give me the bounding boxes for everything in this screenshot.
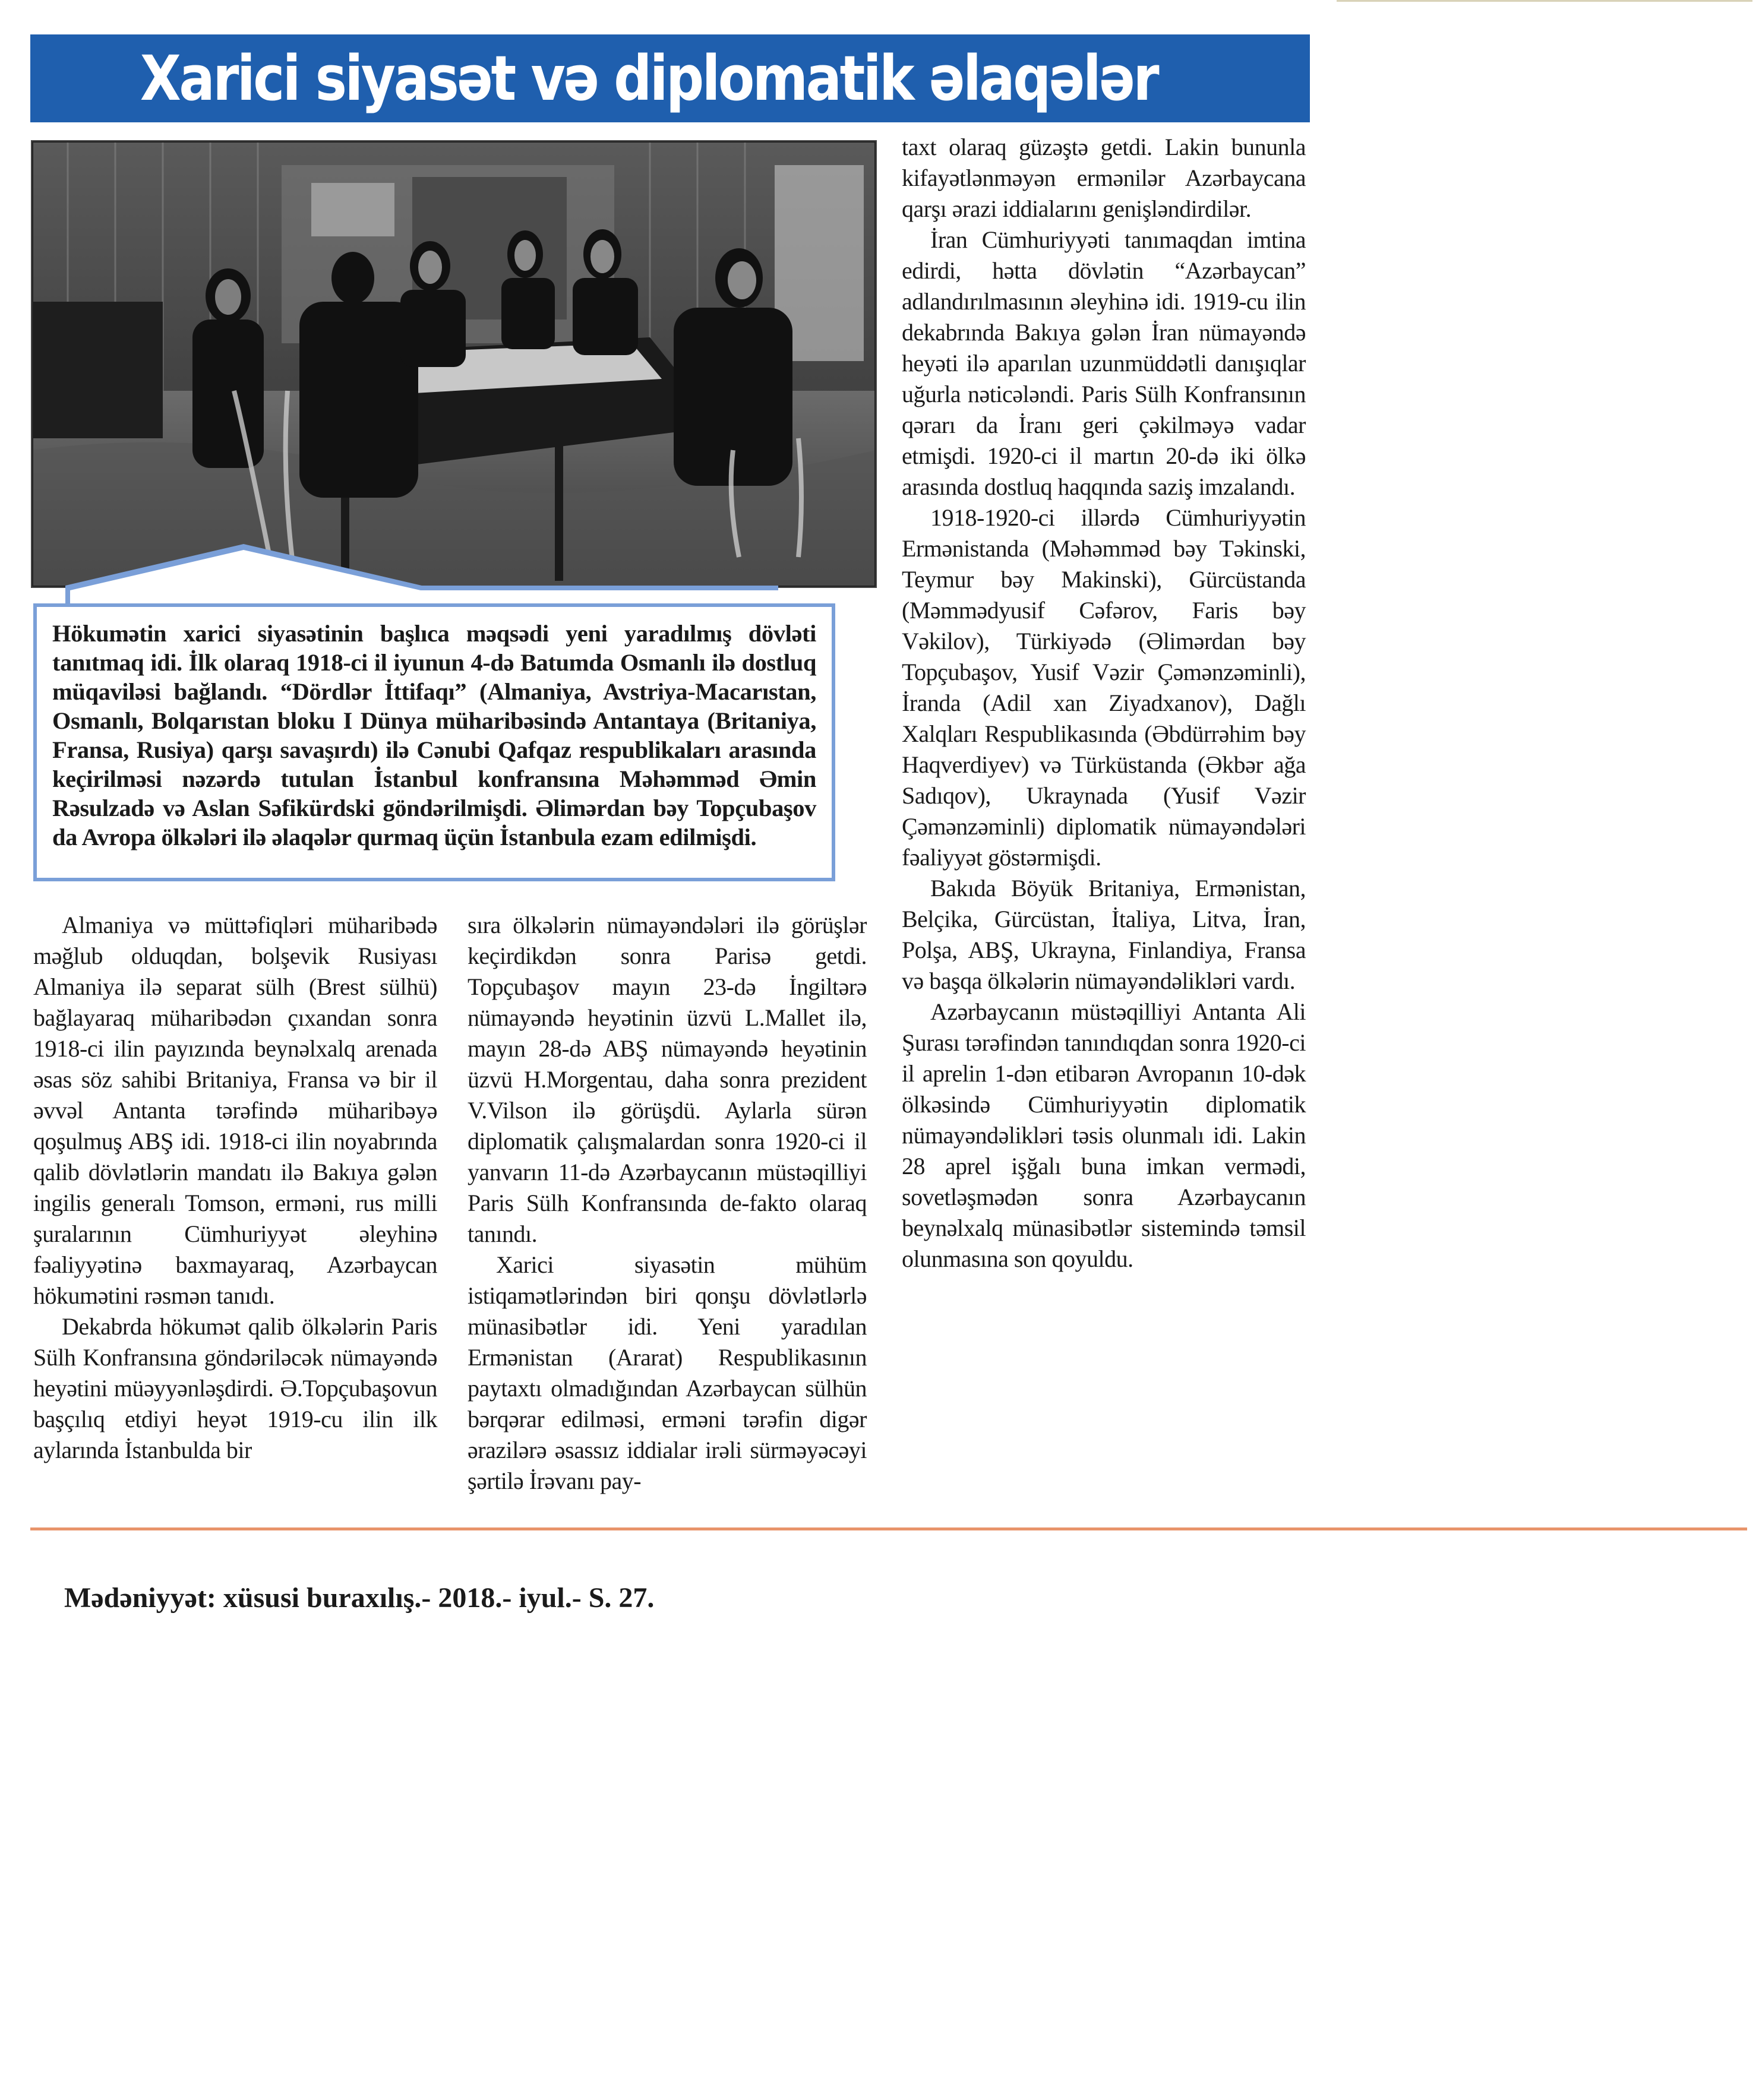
paragraph: Azərbaycanın müstəqilliyi Antanta Ali Şurası tərəfindən tanındıqdan sonra 1920-ci il aprelin 1-dən etibarən Avropanın 10-dək ölkəsində Cümhuriyyətin diplomatik nümayəndəlikləri təsis olunmalı idi. Lakin 28 aprel işğalı buna imkan vermədi, sovetləşmədən sonra Azərbaycanın beynəlxalq münasibətlər sistemində təmsil olunmasına son qoyuldu. — [902, 998, 1306, 1272]
article-title: Xarici siyasət və diplomatik əlaqələr — [140, 42, 1158, 115]
historical-photo-delegates-at-table-icon — [32, 141, 876, 587]
highlight-callout-box — [33, 603, 835, 881]
paragraph: Almaniya və müttəfiqləri müharibədə məğlub olduqdan, bolşevik Rusiyası Almaniya ilə separat sülh (Brest sülhü) bağlayaraq müharibədən çıxandan sonra 1918-ci ilin payızında beynəlxalq arenada əsas söz sahibi Britaniya, Fransa və bir il əvvəl Antanta tərəfində müharibəyə qoşulmuş ABŞ idi. 1918-ci ilin noyabrında qalib dövlətlərin mandatı ilə Bakıya gələn ingilis generalı Tomson, erməni, rus milli şuralarının Cümhuriyyət əleyhinə fəaliyyətinə baxmayaraq, Azərbaycan hökumətini rəsmən tanıdı. — [33, 912, 437, 1309]
section-divider — [30, 1527, 1747, 1530]
paragraph: Bakıda Böyük Britaniya, Ermənistan, Belçika, Gürcüstan, İtaliya, Litva, İran, Polşa, ABŞ, Ukrayna, Finlandiya, Fransa və başqa ölkələrin nümayəndəlikləri vardı. — [902, 875, 1306, 994]
text-column-1 — [33, 910, 437, 1466]
top-edge-rule — [1337, 0, 1752, 2]
paragraph: İran Cümhuriyyəti tanımaqdan imtina edirdi, hətta dövlətin “Azərbaycan” adlandırılmasının əleyhinə idi. 1919-cu ilin dekabrında Bakıya gələn İran nümayəndə heyəti ilə aparılan uzunmüddətli danışıqlar uğurla nəticələndi. Paris Sülh Konfransının qərarı da İranı geri çəkilməyə vadar etmişdi. 1920-ci il martın 20-də iki ölkə arasında dostluq haqqında saziş imzalandı. — [902, 226, 1306, 500]
paragraph: taxt olaraq güzəştə getdi. Lakin bununla kifayətlənməyən ermənilər Azərbaycana qarşı ərazi iddialarını genişləndirdilər. — [902, 134, 1306, 222]
callout-text: Hökumətin xarici siyasətinin başlıca məqsədi yeni yaradılmış dövləti tanıtmaq idi. İlk olaraq 1918-ci il iyunun 4-də Batumda Osmanlı ilə dostluq müqaviləsi bağlandı. “Dördlər İttifaqı” (Almaniya, Avstriya-Macarıstan, Osmanlı, Bolqarıstan bloku I Dünya müharibəsində Antantaya (Britaniya, Fransa, Rusiya) qarşı savaşırdı) ilə Cənubi Qafqaz respublikaları arasında keçirilməsi nəzərdə tutulan İstanbul konfransına Məhəmməd Əmin Rəsulzadə və Aslan Səfikürdski göndərilmişdi. Əlimərdan bəy Topçubaşov da Avropa ölkələri ilə əlaqələr qurmaq üçün İstanbula ezam edilmişdi. — [52, 620, 816, 850]
paragraph: Dekabrda hökumət qalib ölkələrin Paris Sülh Konfransına göndəriləcək nümayəndə heyətini müəyyənləşdirdi. Ə.Topçubaşovun başçılıq etdiyi heyət 1919-cu ilin ilk aylarında İstanbulda bir — [33, 1313, 437, 1463]
historical-photo — [31, 140, 877, 588]
text-column-3 — [902, 132, 1306, 1274]
callout-pointer-shape — [65, 544, 778, 606]
paragraph: sıra ölkələrin nümayəndələri ilə görüşlər keçirdikdən sonra Parisə getdi. Topçubaşov mayın 23-də İngiltərə nümayəndə heyətinin üzvü L.Mallet ilə, mayın 28-də ABŞ nümayəndə heyətinin üzvü H.Morgentau, daha sonra prezident V.Vilson ilə görüşdü. Aylarla sürən diplomatik çalışmalardan sonra 1920-ci il yanvarın 11-də Azərbaycanın müstəqilliyi Paris Sülh Konfransında de-fakto olaraq tanındı. — [468, 912, 867, 1247]
title-banner — [30, 34, 1310, 122]
source-citation: Mədəniyyət: xüsusi buraxılış.- 2018.- iyul.- S. 27. — [64, 1582, 655, 1614]
paragraph: Xarici siyasətin mühüm istiqamətlərindən biri qonşu dövlətlərlə münasibətlər idi. Yeni yaradılan Ermənistan (Ararat) Respublikasının paytaxtı olmadığından Azərbaycan sülhün bərqərar edilməsi, erməni tərəfin digər ərazilərə əsassız iddialar irəli sürməyəcəyi şərtilə İrəvanı pay- — [468, 1251, 867, 1494]
text-column-2 — [468, 910, 867, 1497]
paragraph: 1918-1920-ci illərdə Cümhuriyyətin Ermənistanda (Məhəmməd bəy Təkinski, Teymur bəy Makinski), Gürcüstanda (Məmmədyusif Cəfərov, Faris bəy Vəkilov), Türkiyədə (Əlimərdan bəy Topçubaşov, Yusif Vəzir Çəmənzəminli), İranda (Adil xan Ziyadxanov), Dağlı Xalqları Respublikasında (Əbdürrəhim bəy Haqverdiyev) və Türküstanda (Əkbər ağa Sadıqov), Ukraynada (Yusif Vəzir Çəmənzəminli) diplomatik nümayəndələri fəaliyyət göstərmişdi. — [902, 504, 1306, 871]
